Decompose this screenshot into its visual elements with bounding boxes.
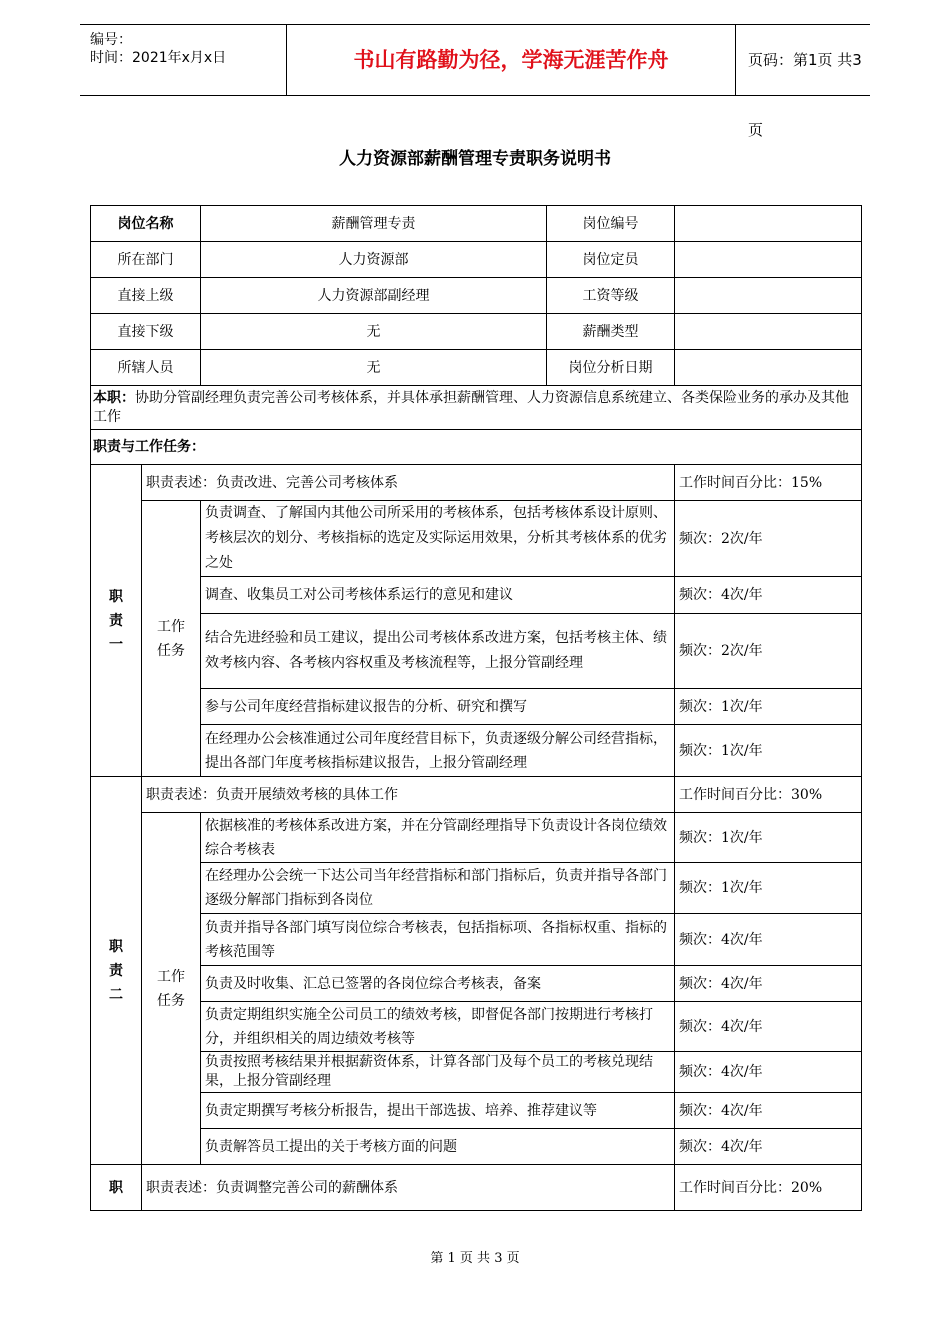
task-text: 结合先进经验和员工建议，提出公司考核体系改进方案，包括考核主体、绩效考核内容、各考核内容权重及考核流程等，上报分管副经理 <box>201 614 675 689</box>
duty-row <box>91 386 862 430</box>
header-page-info: 页码：第1页 共3页 <box>748 51 862 139</box>
duty-statement: 职责表述：负责调整完善公司的薪酬体系 <box>142 1165 675 1211</box>
info-value <box>675 278 862 314</box>
task-frequency: 频次：1次/年 <box>675 689 862 725</box>
task-frequency: 频次：4次/年 <box>675 1002 862 1052</box>
task-text: 负责定期组织实施全公司员工的绩效考核，即督促各部门按期进行考核打分，并组织相关的周边绩效考核等 <box>201 1002 675 1052</box>
info-key: 所辖人员 <box>91 350 201 386</box>
task-row <box>91 577 862 614</box>
info-value <box>675 314 862 350</box>
info-row <box>91 350 862 386</box>
info-row <box>91 242 862 278</box>
task-text: 在经理办公会统一下达公司当年经营指标和部门指标后，负责并指导各部门逐级分解部门指标到各岗位 <box>201 863 675 914</box>
task-text: 在经理办公会核准通过公司年度经营目标下，负责逐级分解公司经营指标，提出各部门年度考核指标建议报告，上报分管副经理 <box>201 725 675 777</box>
task-frequency: 频次：2次/年 <box>675 614 862 689</box>
duty-time-percent: 工作时间百分比：15% <box>675 465 862 501</box>
task-row <box>91 1093 862 1129</box>
duty-time-percent: 工作时间百分比：20% <box>675 1165 862 1211</box>
task-frequency: 频次：1次/年 <box>675 863 862 914</box>
task-row <box>91 501 862 577</box>
info-key: 直接上级 <box>91 278 201 314</box>
task-frequency: 频次：4次/年 <box>675 914 862 966</box>
info-key: 岗位编号 <box>547 206 675 242</box>
info-value: 人力资源部 <box>201 242 547 278</box>
task-text: 负责按照考核结果并根据薪资体系，计算各部门及每个员工的考核兑现结果，上报分管副经理 <box>201 1052 675 1093</box>
header-motto: 书山有路勤为径，学海无涯苦作舟 <box>286 25 736 95</box>
info-key: 直接下级 <box>91 314 201 350</box>
task-text: 调查、收集员工对公司考核体系运行的意见和建议 <box>201 577 675 614</box>
info-key: 岗位分析日期 <box>547 350 675 386</box>
info-key: 岗位名称 <box>91 206 201 242</box>
header-left <box>90 31 226 67</box>
task-frequency: 频次：4次/年 <box>675 966 862 1002</box>
duty-cell <box>91 386 862 430</box>
duty-statement-row <box>91 465 862 501</box>
task-frequency: 频次：1次/年 <box>675 725 862 777</box>
task-frequency: 频次：1次/年 <box>675 813 862 863</box>
info-key: 工资等级 <box>547 278 675 314</box>
duty-label: 职责二 <box>91 777 142 1165</box>
task-text: 依据核准的考核体系改进方案，并在分管副经理指导下负责设计各岗位绩效综合考核表 <box>201 813 675 863</box>
task-row <box>91 863 862 914</box>
info-row <box>91 278 862 314</box>
duty-statement-row <box>91 777 862 813</box>
work-task-label: 工作任务 <box>142 813 201 1165</box>
info-row <box>91 206 862 242</box>
task-text: 负责并指导各部门填写岗位综合考核表，包括指标项、各指标权重、指标的考核范围等 <box>201 914 675 966</box>
time-label: 时间：2021年x月x日 <box>90 50 227 66</box>
info-value <box>675 242 862 278</box>
duty-statement: 职责表述：负责开展绩效考核的具体工作 <box>142 777 675 813</box>
task-frequency: 频次：4次/年 <box>675 1129 862 1165</box>
info-value: 无 <box>201 314 547 350</box>
task-row <box>91 1052 862 1093</box>
task-frequency: 频次：4次/年 <box>675 1093 862 1129</box>
duty-label: 职责一 <box>91 465 142 777</box>
task-text: 负责调查、了解国内其他公司所采用的考核体系，包括考核体系设计原则、考核层次的划分、考核指标的选定及实际运用效果，分析其考核体系的优劣之处 <box>201 501 675 577</box>
duty-text: 协助分管副经理负责完善公司考核体系，并具体承担薪酬管理、人力资源信息系统建立、各类保险业务的承办及其他工作 <box>93 389 849 425</box>
task-row <box>91 1002 862 1052</box>
info-value <box>675 206 862 242</box>
number-label: 编号： <box>90 32 132 48</box>
task-row <box>91 725 862 777</box>
document-title: 人力资源部薪酬管理专责职务说明书 <box>339 149 611 169</box>
duty-label: 本职： <box>93 389 135 406</box>
job-description-table <box>90 205 862 1211</box>
info-value: 人力资源部副经理 <box>201 278 547 314</box>
info-key: 岗位定员 <box>547 242 675 278</box>
info-key: 所在部门 <box>91 242 201 278</box>
task-text: 负责定期撰写考核分析报告，提出干部选拔、培养、推荐建议等 <box>201 1093 675 1129</box>
task-text: 负责解答员工提出的关于考核方面的问题 <box>201 1129 675 1165</box>
task-row <box>91 914 862 966</box>
duty-statement-row <box>91 1165 862 1211</box>
task-frequency: 频次：2次/年 <box>675 501 862 577</box>
tasks-heading-row <box>91 430 862 465</box>
task-row <box>91 1129 862 1165</box>
page-footer: 第 1 页 共 3 页 <box>430 1251 520 1266</box>
info-value: 薪酬管理专责 <box>201 206 547 242</box>
task-frequency: 频次：4次/年 <box>675 1052 862 1093</box>
duty-statement: 职责表述：负责改进、完善公司考核体系 <box>142 465 675 501</box>
info-value: 无 <box>201 350 547 386</box>
info-key: 薪酬类型 <box>547 314 675 350</box>
task-row <box>91 966 862 1002</box>
task-row <box>91 614 862 689</box>
task-row <box>91 813 862 863</box>
work-task-label: 工作任务 <box>142 501 201 777</box>
info-row <box>91 314 862 350</box>
task-row <box>91 689 862 725</box>
duty-time-percent: 工作时间百分比：30% <box>675 777 862 813</box>
task-text: 负责及时收集、汇总已签署的各岗位综合考核表，备案 <box>201 966 675 1002</box>
tasks-heading: 职责与工作任务： <box>91 430 862 465</box>
page-header <box>80 24 870 139</box>
duty-label: 职 <box>91 1165 142 1211</box>
info-value <box>675 350 862 386</box>
task-text: 参与公司年度经营指标建议报告的分析、研究和撰写 <box>201 689 675 725</box>
task-frequency: 频次：4次/年 <box>675 577 862 614</box>
